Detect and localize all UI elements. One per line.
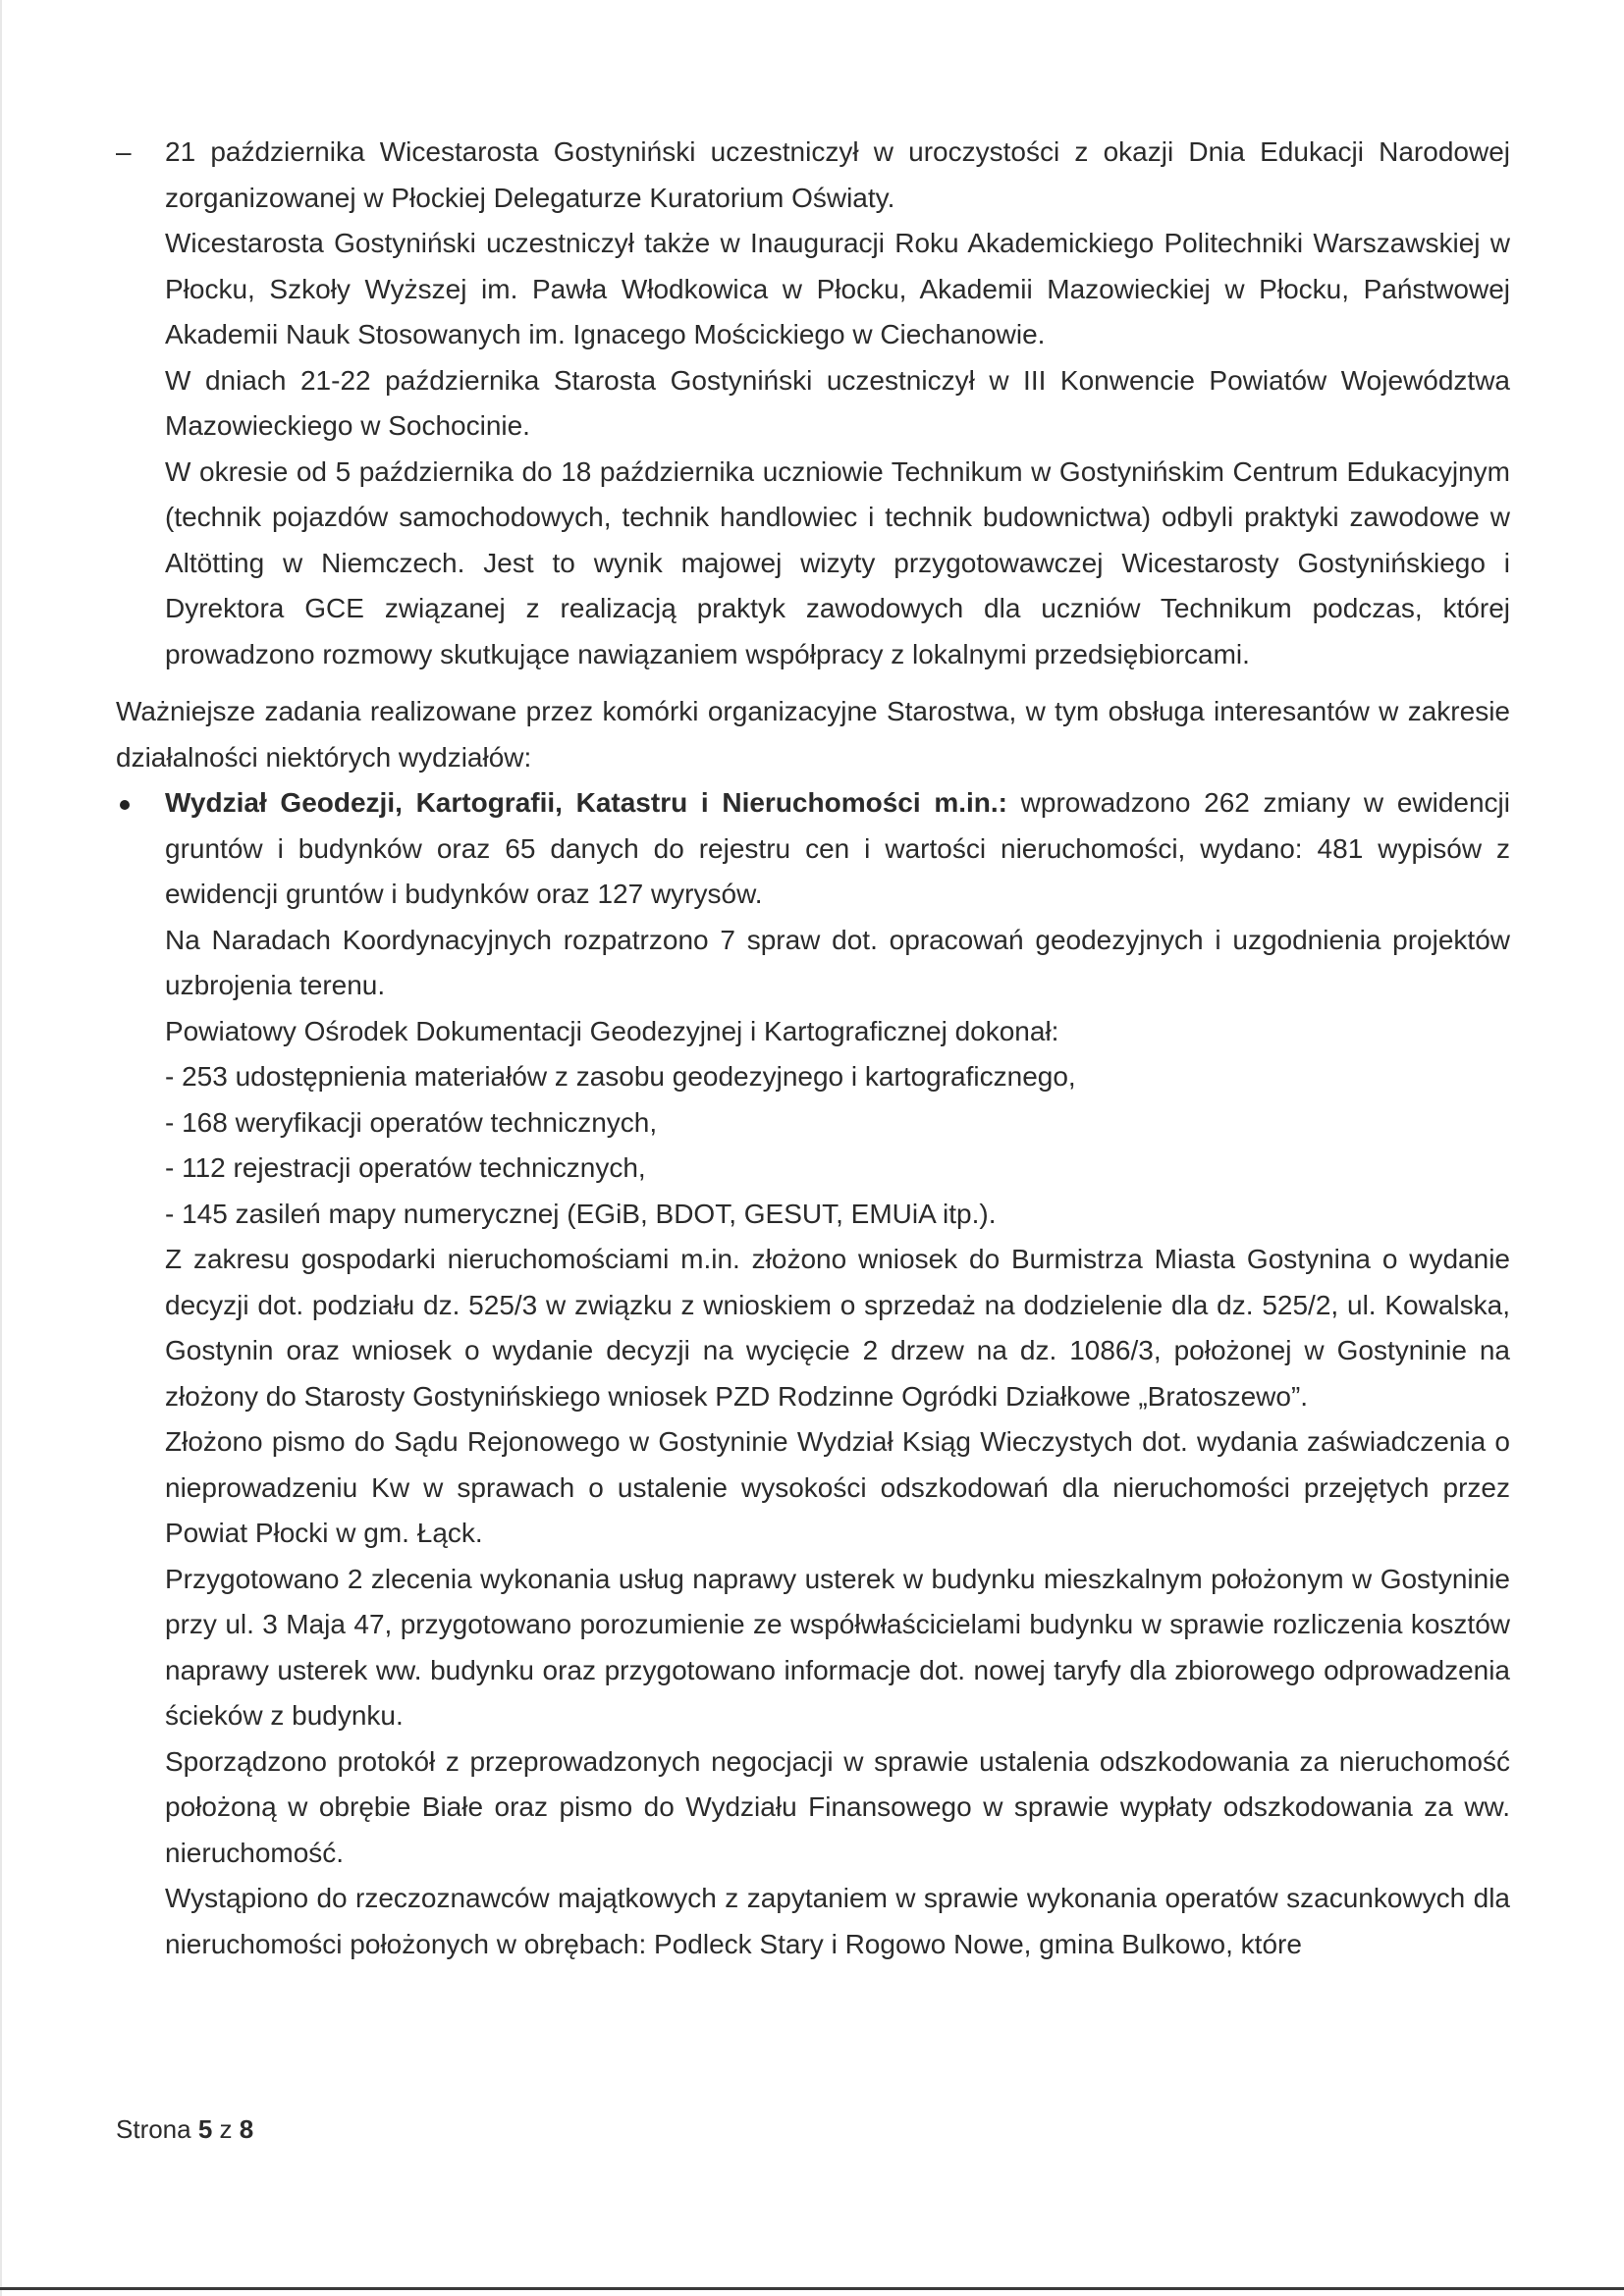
paragraph-sad: Złożono pismo do Sądu Rejonowego w Gostyninie Wydział Ksiąg Wieczystych dot. wydania zaświadczenia o nieprowadzeniu Kw w sprawach o ustalenie wysokości odszkodowań dla nieruchomości przejętych przez Powiat Płocki w gm. Łąck. bbox=[165, 1426, 1510, 1548]
bullet-heading-paragraph bbox=[165, 780, 1510, 918]
scan-left-edge bbox=[0, 0, 2, 2296]
footer-total-pages: 8 bbox=[239, 2114, 254, 2144]
footer-label: Strona bbox=[116, 2114, 191, 2144]
footer-page-number: 5 bbox=[197, 2114, 213, 2144]
scan-bottom-edge bbox=[0, 2287, 1624, 2290]
footer-of: z bbox=[219, 2114, 233, 2144]
document-body bbox=[116, 130, 1510, 1967]
bullet-heading: Wydział Geodezji, Kartografii, Katastru i Nieruchomości m.in.: bbox=[165, 787, 1007, 818]
bullet-dot-icon bbox=[120, 800, 130, 810]
intro-paragraph bbox=[116, 358, 1510, 450]
list-item: - 253 udostępnienia materiałów z zasobu geodezyjnego i kartograficznego, bbox=[165, 1061, 1076, 1092]
paragraph-podgik: Powiatowy Ośrodek Dokumentacji Geodezyjnej i Kartograficznej dokonał: bbox=[165, 1015, 1059, 1046]
paragraph-rzeczoznawcy: Wystąpiono do rzeczoznawców majątkowych z zapytaniem w sprawie wykonania operatów szacunkowych dla nieruchomości położonych w obrębach: Podleck Stary i Rogowo Nowe, gmina Bulkowo, które bbox=[165, 1883, 1510, 1959]
paragraph-narady: Na Naradach Koordynacyjnych rozpatrzono 7 spraw dot. opracowań geodezyjnych i uzgodnienia projektów uzbrojenia terenu. bbox=[165, 924, 1510, 1000]
intro-list-item bbox=[116, 130, 1510, 221]
paragraph-zlecenia: Przygotowano 2 zlecenia wykonania usług naprawy usterek w budynku mieszkalnym położonym w Gostyninie przy ul. 3 Maja 47, przygotowano porozumienie ze współwłaścicielami budynku w sprawie rozliczenia kosztów naprawy usterek ww. budynku oraz przygotowano informacje dot. nowej taryfy dla zbiorowego odprowadzenia ścieków z budynku. bbox=[165, 1563, 1510, 1731]
bullet-geodezja bbox=[116, 780, 1510, 1967]
intro-paragraph bbox=[116, 450, 1510, 678]
paragraph-text: W okresie od 5 października do 18 października uczniowie Technikum w Gostynińskim Centrum Edukacyjnym (technik pojazdów samochodowych, technik handlowiec i technik budownictwa) odbyli praktyki zawodowe w Altötting w Niemczech. Jest to wynik majowej wizyty przygotowawczej Wicestarosty Gostynińskiego i Dyrektora GCE związanej z realizacją praktyk zawodowych dla uczniów Technikum podczas, której prowadzono rozmowy skutkujące nawiązaniem współpracy z lokalnymi przedsiębiorcami. bbox=[165, 455, 1510, 669]
list-item: - 168 weryfikacji operatów technicznych, bbox=[165, 1106, 658, 1138]
paragraph-gospodarka: Z zakresu gospodarki nieruchomościami m.in. złożono wniosek do Burmistrza Miasta Gostynina o wydanie decyzji dot. podziału dz. 525/3 w związku z wnioskiem o sprzedaż na dodzielenie dla dz. 525/2, ul. Kowalska, Gostynin oraz wniosek o wydanie decyzji na wycięcie 2 drzew na dz. 1086/3, położonej w Gostyninie na złożony do Starosty Gostynińskiego wniosek PZD Rodzinne Ogródki Działkowe „Bratoszewo”. bbox=[165, 1244, 1510, 1412]
intro-paragraph bbox=[116, 221, 1510, 358]
paragraph-protokol: Sporządzono protokół z przeprowadzonych negocjacji w sprawie ustalenia odszkodowania za nieruchomość położoną w obrębie Białe oraz pismo do Wydziału Finansowego w sprawie wypłaty odszkodowania za ww. nieruchomość. bbox=[165, 1745, 1510, 1868]
intro-item-text: 21 października Wicestarosta Gostyniński uczestniczył w uroczystości z okazji Dnia Edukacji Narodowej zorganizowanej w Płockiej Delegaturze Kuratorium Oświaty. bbox=[165, 136, 1510, 213]
paragraph-text: W dniach 21-22 października Starosta Gostyniński uczestniczył w III Konwencie Powiatów Województwa Mazowieckiego w Sochocinie. bbox=[165, 364, 1510, 441]
dash-marker: – bbox=[116, 136, 132, 167]
paragraph-text: Wicestarosta Gostyniński uczestniczył także w Inauguracji Roku Akademickiego Politechniki Warszawskiej w Płocku, Szkoły Wyższej im. Pawła Włodkowica w Płocku, Akademii Mazowieckiej w Płocku, Państwowej Akademii Nauk Stosowanych im. Ignacego Mościckiego w Ciechanowie. bbox=[165, 228, 1510, 349]
page-footer bbox=[116, 2114, 253, 2145]
section-intro: Ważniejsze zadania realizowane przez komórki organizacyjne Starostwa, w tym obsługa interesantów w zakresie działalności niektórych wydziałów: bbox=[116, 696, 1510, 773]
bullet-heading-text: wprowadzono 262 zmiany w ewidencji gruntów i budynków oraz 65 danych do rejestru cen i wartości nieruchomości, wydano: 481 wypisów z ewidencji gruntów i budynków oraz 127 wyrysów. bbox=[165, 787, 1510, 909]
list-item: - 145 zasileń mapy numerycznej (EGiB, BDOT, GESUT, EMUiA itp.). bbox=[165, 1198, 997, 1229]
list-item: - 112 rejestracji operatów technicznych, bbox=[165, 1152, 646, 1183]
